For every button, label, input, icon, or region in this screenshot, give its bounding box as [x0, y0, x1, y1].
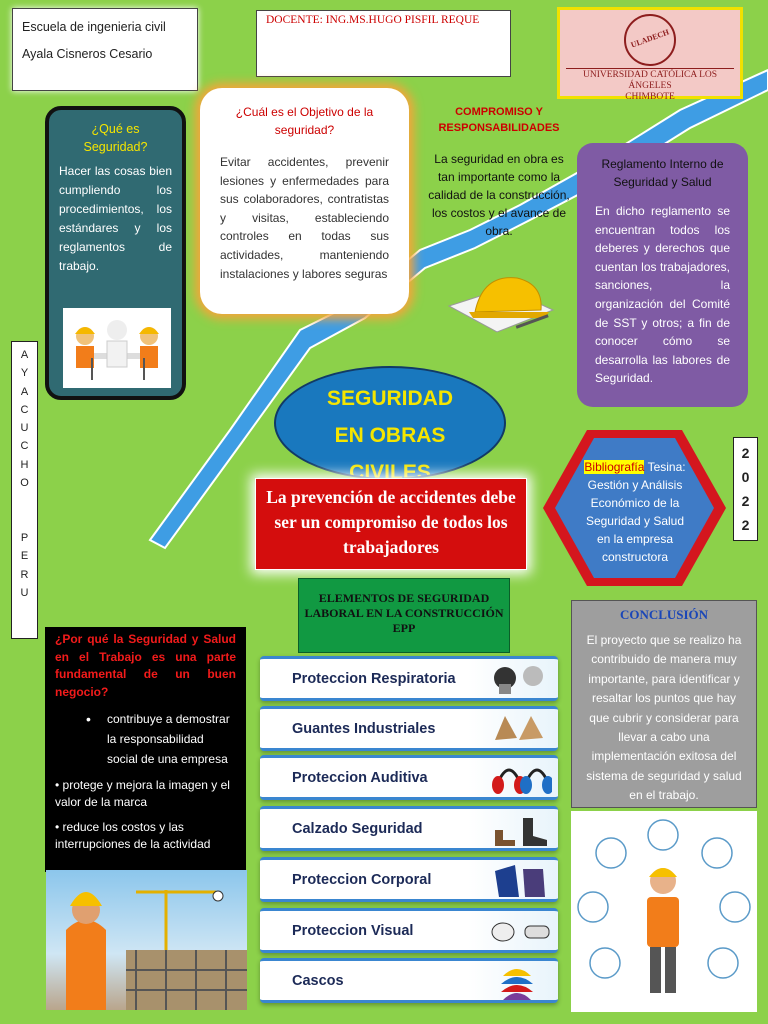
- year-digit: 0: [741, 469, 750, 485]
- goggles-icon: [490, 912, 552, 952]
- reglamento-text: En dicho reglamento se encuentran todos los deberes y derechos que cuentan los trabajadores, sanciones, la organización del Comité de SST y otros; a fin de conocer cómo se desarrolla las labores de Seguridad.: [595, 204, 730, 386]
- place-letter: H: [20, 458, 29, 471]
- place-letter: O: [20, 477, 29, 490]
- epp-item: [260, 755, 558, 800]
- epp-item-label: Proteccion Corporal: [292, 872, 432, 888]
- why-title: ¿Por qué la Seguridad y Salud en el Trabajo es una parte fundamental de un buen negocio?: [55, 632, 236, 699]
- vertical-year-label: [733, 437, 758, 541]
- conclusion-text: El proyecto que se realizo ha contribuido de manera muy importante, para identificar y resaltar los puntos que hay que cubrir y considerar para llevar a cabo una implementación exitosa del sistema de seguridad y salud en el trabajo.: [586, 633, 742, 803]
- compromiso-section: [428, 104, 570, 240]
- title-line-2: EN OBRAS: [334, 424, 446, 447]
- bibliografia-label: Bibliografía: [584, 460, 645, 474]
- vertical-place-label: [11, 341, 38, 639]
- epp-item-label: Proteccion Visual: [292, 923, 414, 939]
- place-letter: R: [20, 568, 29, 581]
- objetivo-title: ¿Cuál es el Objetivo de la seguridad?: [235, 105, 374, 137]
- epp-item-label: Calzado Seguridad: [292, 821, 423, 837]
- title-line-1: SEGURIDAD: [326, 387, 453, 410]
- respirator-icon: [490, 660, 552, 700]
- hardhat-blueprint-icon: [445, 266, 557, 336]
- why-bullet-3: • reduce los costos y las interrupciones de la actividad: [55, 820, 211, 851]
- university-logo: [557, 7, 743, 102]
- epp-item: [260, 656, 558, 701]
- bibliografia-text: Bibliografía Tesina: Gestión y Análisis Económico de la Seguridad y Salud en la empresa constructora: [584, 460, 686, 564]
- epp-item: [260, 706, 558, 751]
- why-section: [45, 627, 246, 872]
- helmets-icon: [490, 962, 552, 1002]
- objetivo-card: [200, 88, 409, 314]
- coverall-icon: [490, 861, 552, 901]
- school-name: Escuela de ingenieria civil: [22, 20, 166, 34]
- place-letter: C: [20, 440, 29, 453]
- year-digit: 2: [741, 445, 750, 461]
- que-es-seguridad-card: [45, 106, 186, 400]
- conclusion-title: CONCLUSIÓN: [619, 607, 709, 622]
- year-digit: 2: [741, 517, 750, 533]
- epp-item: [260, 806, 558, 851]
- place-letter: [12, 511, 37, 529]
- why-bullet-2: • protege y mejora la imagen y el valor de la marca: [55, 778, 230, 809]
- epp-item-label: Guantes Industriales: [292, 721, 436, 737]
- gloves-icon: [490, 710, 552, 750]
- reglamento-card: [577, 143, 748, 407]
- place-letter: U: [20, 586, 29, 599]
- student-name: Ayala Cisneros Cesario: [22, 47, 153, 61]
- prevention-text: La prevención de accidentes debe ser un compromiso de todos los trabajadores: [266, 487, 516, 557]
- construction-worker-photo: [46, 870, 247, 1010]
- place-letter: E: [20, 550, 29, 563]
- university-seal-icon: ULADECH: [624, 14, 676, 66]
- conclusion-card: [571, 600, 757, 808]
- main-title-oval: [274, 366, 506, 480]
- earmuffs-icon: [490, 759, 552, 799]
- workers-meeting-icon: [63, 308, 171, 388]
- place-letter: [12, 492, 37, 510]
- why-bullet-1: • contribuye a demostrar la responsabilidad social de una empresa: [107, 709, 236, 769]
- que-es-text: Hacer las cosas bien cumpliendo los procedimientos, los estándares y los reglamentos de trabajo.: [59, 164, 172, 273]
- why-list: [55, 709, 236, 769]
- place-letter: U: [20, 422, 29, 435]
- place-letter: P: [20, 531, 29, 544]
- school-info-box: [12, 8, 198, 91]
- place-letter: C: [20, 403, 29, 416]
- prevention-banner: [255, 478, 527, 570]
- place-letter: Y: [20, 367, 29, 380]
- bibliografia-hexagon: [540, 426, 729, 590]
- university-name: UNIVERSIDAD CATÓLICA LOS ÁNGELES CHIMBOTE: [566, 68, 734, 103]
- place-letter: A: [20, 349, 29, 361]
- epp-item: [260, 958, 558, 1003]
- reglamento-title: Reglamento Interno de Seguridad y Salud: [601, 157, 724, 189]
- epp-item-label: Cascos: [292, 973, 344, 989]
- epp-item-label: Proteccion Respiratoria: [292, 671, 456, 687]
- objetivo-text: Evitar accidentes, prevenir lesiones y enfermedades para sus colaboradores, contratistas y visitas, estableciendo controles en todas sus actividades, manteniendo instalaciones y labores seguras: [220, 155, 389, 281]
- epp-infographic: [571, 811, 757, 1012]
- epp-item-label: Proteccion Auditiva: [292, 770, 428, 786]
- title-line-3: CIVILES: [349, 461, 431, 480]
- year-digit: 2: [741, 493, 750, 509]
- teacher-box: [256, 10, 511, 77]
- compromiso-title: COMPROMISO Y RESPONSABILIDADES: [438, 106, 560, 134]
- elementos-epp-title: ELEMENTOS DE SEGURIDAD LABORAL EN LA CONSTRUCCIÓN EPP: [298, 578, 510, 653]
- epp-item: [260, 908, 558, 953]
- boots-icon: [490, 810, 552, 850]
- compromiso-text: La seguridad en obra es tan importante como la calidad de la construcción, los costos y el avance de obra.: [428, 152, 570, 238]
- place-letter: A: [20, 385, 29, 398]
- epp-item: [260, 857, 558, 902]
- teacher-name: DOCENTE: ING.MS.HUGO PISFIL REQUE: [266, 14, 480, 26]
- que-es-title: ¿Qué es Seguridad?: [83, 122, 148, 154]
